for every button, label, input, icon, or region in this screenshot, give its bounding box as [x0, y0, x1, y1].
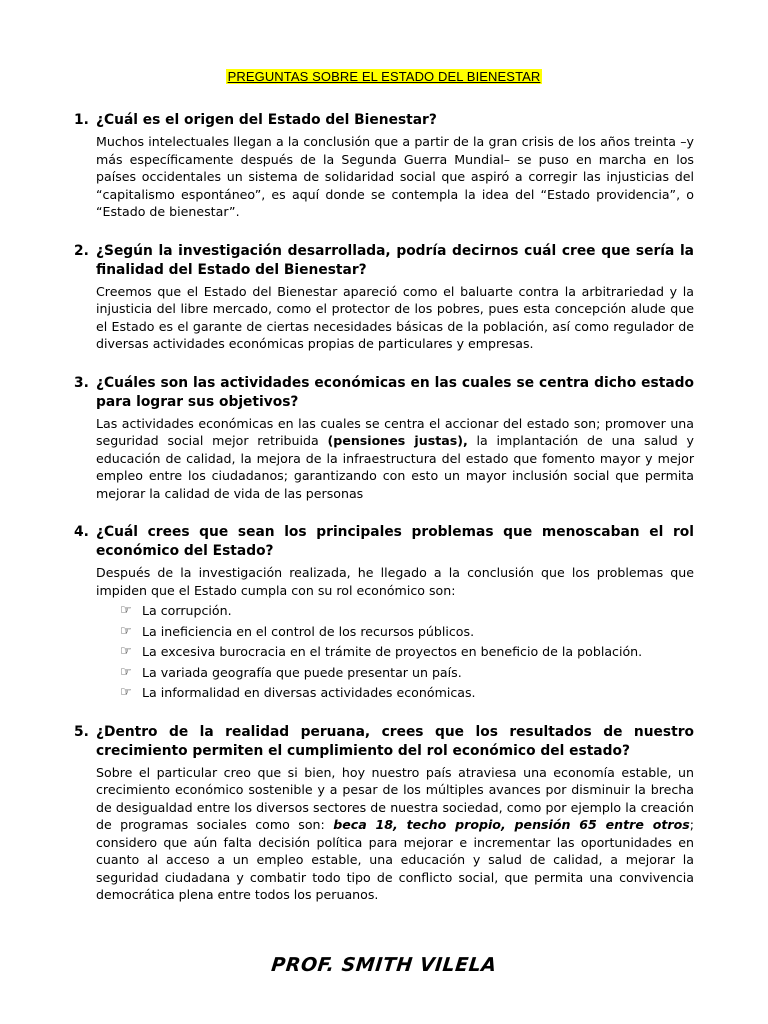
pointing-hand-icon: ☞ [120, 603, 132, 618]
pointing-hand-icon: ☞ [120, 644, 132, 659]
pointing-hand-icon: ☞ [120, 685, 132, 700]
answer-text: Creemos que el Estado del Bienestar apareció como el baluarte contra la arbitrariedad y la injusticia del libre mercado, como el protector de los pobres, pues esta concepción alude que el Estado es el garante de ciertas necesidades básicas de la población, así como regulador de diversas actividades económicas propias de particulares y empresas. [96, 283, 694, 351]
answer-intro: Después de la investigación realizada, he llegado a la conclusión que los problemas que impiden que el Estado cumpla con su rol económico son: [96, 565, 694, 598]
list-item [120, 664, 694, 682]
author-signature: PROF. SMITH VILELA [270, 954, 498, 976]
answer-segment: Sobre el particular creo que si bien, hoy nuestro país atraviesa una economía estable, un crecimiento económico sostenible y a pesar de los múltiples avances por disminuir la brecha de desigualdad entre los diversos sectores de nuestra sociedad, como por ejemplo la creación de programas sociales como son: [96, 764, 694, 832]
question-number: 5. [74, 723, 89, 740]
title-wrap [74, 66, 694, 85]
answer-segment: ; considero que aún falta decisión política para mejorar e incrementar las oportunidades en cuanto al acceso a un empleo estable, una educación y salud de calidad, a mejorar la seguridad ciudadana y combatir todo tipo de conflicto social, que permita una convivencia democrática plena entre todos los peruanos. [96, 817, 694, 902]
pointing-hand-icon: ☞ [120, 664, 132, 680]
question-heading [74, 242, 694, 280]
answer-text [96, 564, 694, 702]
question-block-1 [74, 111, 694, 221]
answer-emphasis: beca 18, techo propio, pensión 65 entre otros [333, 817, 690, 832]
answer-segment: Las actividades económicas en las cuales se centra el accionar del estado son; promover una seguridad social mejor retribuida [96, 415, 694, 448]
question-text: ¿Cuáles son las actividades económicas en las cuales se centra dicho estado para lograr sus objetivos? [96, 374, 694, 410]
list-item [120, 684, 694, 702]
list-item-text: La variada geografía que puede presentar un país. [142, 664, 462, 680]
list-item-text: La ineficiencia en el control de los recursos públicos. [142, 623, 475, 639]
question-heading [74, 723, 694, 761]
question-text: ¿Según la investigación desarrollada, podría decirnos cuál cree que sería la finalidad del Estado del Bienestar? [96, 242, 694, 278]
question-number: 2. [74, 242, 89, 259]
question-heading [74, 523, 694, 561]
list-item [120, 643, 694, 661]
list-item [120, 623, 694, 641]
question-block-5 [74, 723, 694, 904]
question-number: 1. [74, 112, 89, 128]
question-number: 4. [74, 524, 89, 540]
pointing-hand-icon: ☞ [120, 623, 132, 639]
list-item-text: La corrupción. [142, 603, 232, 618]
question-number: 3. [74, 374, 89, 391]
question-block-3 [74, 374, 694, 503]
answer-text [96, 415, 694, 503]
question-heading [74, 374, 694, 412]
problem-list [96, 602, 694, 702]
list-item-text: La informalidad en diversas actividades económicas. [142, 685, 476, 700]
list-item [120, 602, 694, 620]
answer-text: Muchos intelectuales llegan a la conclusión que a partir de la gran crisis de los años treinta –y más específicamente después de la Segunda Guerra Mundial– se puso en marcha en los países occidentales un sistema de solidaridad social que aspiró a corregir las injusticias del “capitalismo espontáneo”, es aquí donde se contempla la idea del “Estado providencia”, o “Estado de bienestar”. [96, 134, 694, 219]
question-text: ¿Cuál crees que sean los principales problemas que menoscaban el rol económico del Estado? [96, 524, 694, 559]
answer-emphasis: (pensiones justas), [327, 433, 468, 448]
answer-text [96, 764, 694, 904]
question-block-2 [74, 242, 694, 353]
question-text: ¿Cuál es el origen del Estado del Bienestar? [96, 112, 437, 128]
question-block-4 [74, 523, 694, 702]
document-title: PREGUNTAS SOBRE EL ESTADO DEL BIENESTAR [227, 69, 541, 84]
answer-segment: la implantación de una salud y educación de calidad, la mejora de la infraestructura del estado que fomento mayor y mejor empleo entre los ciudadanos; garantizando con esto un mayor inclusión social que permita mejorar la calidad de vida de las personas [96, 433, 695, 501]
list-item-text: La excesiva burocracia en el trámite de proyectos en beneficio de la población. [142, 644, 643, 659]
question-text: ¿Dentro de la realidad peruana, crees que los resultados de nuestro crecimiento permiten el cumplimiento del rol económico del estado? [96, 723, 694, 759]
question-heading [74, 111, 694, 130]
